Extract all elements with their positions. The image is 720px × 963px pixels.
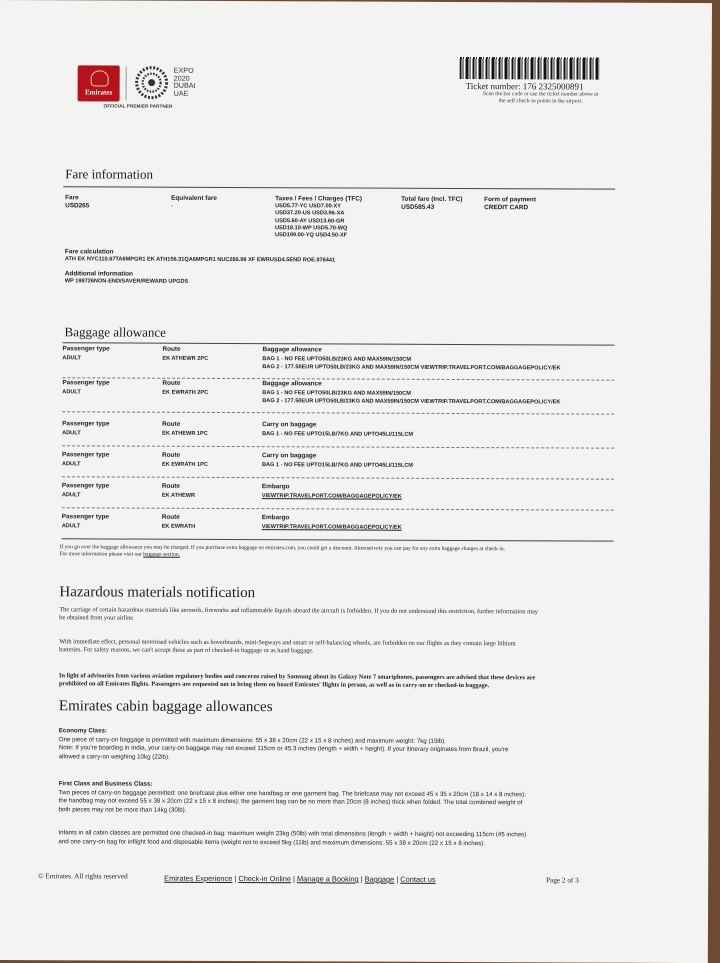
footer-link-experience[interactable]: Emirates Experience [164, 873, 233, 884]
first-business-title: First Class and Business Class: [58, 780, 153, 788]
taxes-block [275, 195, 362, 240]
tax-line: USD5.77-YC USD7.00-XY [275, 203, 342, 210]
fare-section-rule [63, 186, 615, 189]
baggage-row-divider [62, 476, 614, 479]
hazard-paragraph-1 [59, 606, 538, 625]
route-label: Route [162, 420, 181, 428]
passenger-type-label: Passenger type [62, 420, 110, 428]
route-value: EK ATHEWR [161, 492, 196, 499]
passenger-type-value: ADULT [62, 389, 81, 396]
first-business-block [58, 780, 525, 816]
route-value: EK EWRATH 1PC [161, 461, 208, 468]
additional-information [65, 270, 189, 286]
payment-label: Form of payment [484, 196, 536, 204]
ticket-number: Ticket number: 176 2325000891 [465, 81, 584, 92]
hazard-section-title: Hazardous materials notification [59, 584, 256, 602]
route-label: Route [162, 379, 181, 387]
passenger-type-value: ADULT [61, 492, 81, 499]
allowance-title: Carry on baggage [262, 421, 317, 429]
fare-calc-label: Fare calculation [64, 248, 114, 256]
allowance-title: Carry on baggage [261, 452, 317, 460]
baggage-note [60, 544, 505, 560]
fare-label: Fare [65, 194, 79, 202]
baggage-policy-link[interactable]: VIEWTRIP.TRAVELPORT.COM/BAGGAGEPOLICY/EK [261, 524, 402, 531]
expo-line: 2020 [173, 73, 190, 83]
hazard-line: be obtained from your airline. [59, 614, 135, 622]
total-label: Total fare (Incl. TFC) [401, 195, 463, 204]
payment-value: CREDIT CARD [484, 204, 529, 212]
partner-caption: OFFICIAL PREMIER PARTNER [103, 103, 173, 109]
ticket-barcode [460, 57, 600, 80]
route-label: Route [161, 513, 180, 521]
allowance-title: Baggage allowance [262, 380, 322, 388]
footer-links: Emirates Experience | Check-in Online | Manage a Booking | Baggage | Contact us [164, 873, 436, 884]
baggage-policy-link[interactable]: VIEWTRIP.TRAVELPORT.COM/BAGGAGEPOLICY/EK [261, 493, 402, 500]
route-value: EK EWRATH 2PC [162, 389, 209, 396]
baggage-row-divider [62, 377, 614, 380]
footer-link-manage[interactable]: Manage a Booking [296, 874, 359, 884]
baggage-row [62, 345, 614, 372]
passenger-type-label: Passenger type [62, 379, 110, 387]
fare-calculation [65, 248, 335, 265]
scan-note-line: the self check-in points in the airport. [498, 98, 583, 105]
hazard-line: prohibited on all Emirates flights. Passengers are requested not to bring them on board Emirates' flights in person, as well as in carry-on or checked-in baggage. [59, 680, 490, 690]
allowance-line: BAG 1 - NO FEE UPTO50LB/23KG AND MAX59IN/150CM [262, 356, 412, 363]
baggage-note-line: If you go over the baggage allowance you may be charged. If you purchase extra baggage on emirates.com, you could get a discount. Alternatively you can pay for any extra baggage charges at check-in. [59, 544, 506, 553]
route-value: EK ATHEWR 1PC [162, 430, 208, 437]
baggage-row [61, 482, 614, 500]
allowance-line: BAG 1 - NO FEE UPTO50LB/23KG AND MAX59IN/150CM [262, 390, 411, 397]
hazard-line: With immediate effect, personal motorised vehicles such as hoverboards, mini-Segways and smart or self-balancing wheels, are forbidden on our flights as they contain large lithium [59, 638, 516, 648]
infant-line: Infants in all cabin classes are permitted one checked-in bag: maximum weight 23kg (50lb) with total dimensions (length + width + height) not exceeding 115cm (45 inches) [58, 829, 527, 839]
economy-line: One piece of carry-on baggage is permitted with maximum dimensions: 55 x 38 x 20cm (22 x 15 x 8 inches) and maximum weight: 7kg (15lb). [58, 735, 447, 745]
total-block [401, 196, 462, 213]
route-label: Route [162, 345, 181, 353]
baggage-row-divider [62, 538, 614, 541]
equivalent-block [171, 195, 217, 212]
baggage-section-title: Baggage allowance [64, 324, 167, 340]
allowance-line: BAG 2 - 177.50EUR UPTO50LB/23KG AND MAX59IN/150CM VIEWTRIP.TRAVELPORT.COM/BAGGAGEPOLICY/EK [262, 398, 561, 406]
expo-text [174, 67, 196, 97]
allowance-title: Baggage allowance [262, 346, 322, 354]
footer-link-contact[interactable]: Contact us [400, 874, 436, 884]
passenger-type-label: Passenger type [62, 345, 110, 353]
fare-calc-value: ATH EK NYC110.67TA6MPGR1 EK ATH156.31QA6MPGR1 NUC266.98 XF EWRUSD4.5END ROE.876441 [64, 256, 336, 264]
passenger-type-label: Passenger type [61, 482, 110, 490]
expo-line: UAE [173, 88, 189, 98]
fare-value: USD265 [65, 202, 90, 210]
infant-line: and one carry-on bag for inflight food and disposable items (weight not to exceed 5kg (11lb) and maximum dimensions: 55 x 38 x 20cm (22 x 15 x 8 inches). [58, 837, 486, 847]
economy-block [59, 727, 509, 763]
emirates-logo [78, 65, 120, 101]
tax-line: USD18.10-WP USD5.70-WQ [274, 225, 348, 232]
allowance-title: Embargo [261, 514, 290, 522]
page-number: Page 2 of 3 [546, 876, 579, 885]
tax-line: USD5.60-AY USD13.60-GR [275, 217, 345, 225]
baggage-row [61, 513, 614, 531]
hazard-line: batteries. For safety reasons, we can't accept these as part of checked-in baggage or as hand baggage. [59, 646, 314, 655]
taxes-label: Taxes / Fees / Charges (TFC) [275, 195, 363, 203]
allowance-title: Embargo [261, 483, 290, 491]
infant-block [58, 829, 526, 848]
footer-copyright: © Emirates. All rights reserved [38, 872, 128, 881]
additional-value: WP 198726NON-END/SAVER/REWARD UPGDS [64, 278, 189, 286]
hazard-paragraph-2 [59, 638, 516, 657]
passenger-type-value: ADULT [61, 523, 81, 530]
fare-block [65, 194, 89, 211]
total-value: USD585.43 [401, 203, 435, 212]
emirates-logo-emblem [91, 70, 109, 86]
hazard-line: The carriage of certain hazardous materials like aerosols, fireworks and inflammable liquids aboard the aircraft is forbidden. If you do not understand this restriction, further information may [59, 606, 538, 616]
expo-line: EXPO [173, 65, 194, 75]
payment-block [484, 196, 536, 213]
baggage-row-divider [62, 411, 614, 414]
fare-section-title: Fare information [65, 166, 154, 182]
baggage-row-divider [62, 445, 614, 448]
additional-label: Additional information [64, 270, 133, 278]
economy-title: Economy Class: [58, 727, 107, 735]
equivalent-value: - [171, 202, 174, 210]
first-business-line: the handbag may not exceed 55 x 38 x 20cm (22 x 15 x 8 inches); the garment bag can be no more than 20cm (8 inches) thick when folded. The total combined weight of [58, 797, 523, 807]
allowance-line: BAG 2 - 177.50EUR UPTO50LB/23KG AND MAX59IN/150CM VIEWTRIP.TRAVELPORT.COM/BAGGAGEPOLICY/EK [262, 364, 561, 372]
expo-line: DUBAI [173, 80, 196, 91]
scan-note [476, 91, 606, 106]
passenger-type-value: ADULT [62, 355, 81, 362]
expo-ring-icon [134, 65, 170, 101]
expo-2020-emblem [134, 65, 170, 101]
footer-link-checkin[interactable]: Check-in Online [238, 874, 292, 884]
hazard-paragraph-3 [59, 672, 535, 691]
emirates-logo-text: Emirates [84, 88, 113, 97]
passenger-type-value: ADULT [62, 430, 81, 437]
baggage-row-divider [62, 507, 614, 510]
hazard-line: In light of advisories from various aviation regulatory bodies and concerns raised by Samsung about its Galaxy Note 7 smartphones, passengers are advised that these devices are [59, 672, 536, 682]
route-label: Route [161, 482, 181, 490]
cabin-section-title: Emirates cabin baggage allowances [58, 698, 273, 716]
footer-link-baggage[interactable]: Baggage [364, 874, 395, 884]
first-business-line: both pieces may not be more than 14kg (30lb). [58, 806, 187, 814]
route-label: Route [162, 451, 181, 459]
allowance-line: BAG 1 - NO FEE UPTO15LB/7KG AND UPTO45LI/115LCM [262, 431, 414, 438]
baggage-row [61, 451, 614, 469]
route-value: EK ATHEWR 2PC [162, 355, 209, 362]
allowance-line: BAG 1 - NO FEE UPTO15LB/7KG AND UPTO45LI/115LCM [261, 462, 413, 469]
scan-note-line: Scan the bar code or use the ticket number above at [482, 91, 599, 98]
baggage-note-prefix: For more information please visit our [59, 551, 144, 558]
economy-line: Note: If you're boarding in India, your carry-on baggage may not exceed 115cm or 45.3 inches (length + width + height). If your itinerary originates from Brazil, you're [58, 744, 509, 754]
passenger-type-label: Passenger type [61, 513, 110, 521]
tax-line: USD199.00-YQ USD4.50-XF [274, 232, 348, 239]
equivalent-label: Equivalent fare [171, 194, 217, 202]
first-business-line: Two pieces of carry-on baggage permitted: one briefcase plus either one handbag or one garment bag. The briefcase may not exceed 45 x 35 x 20cm (18 x 14 x 8 inches); [58, 788, 526, 798]
passenger-type-label: Passenger type [62, 451, 110, 459]
passenger-type-value: ADULT [61, 461, 81, 468]
baggage-section-rule [63, 342, 615, 345]
tax-line: USD37.20-US USD3.96-XA [275, 210, 345, 217]
economy-line: allowed a carry-on weighing 10kg (22lb). [58, 753, 170, 761]
expo-logo-divider [126, 67, 127, 101]
route-value: EK EWRATH [161, 523, 196, 530]
baggage-row [62, 420, 614, 438]
baggage-section-link[interactable]: baggage section. [143, 551, 180, 558]
